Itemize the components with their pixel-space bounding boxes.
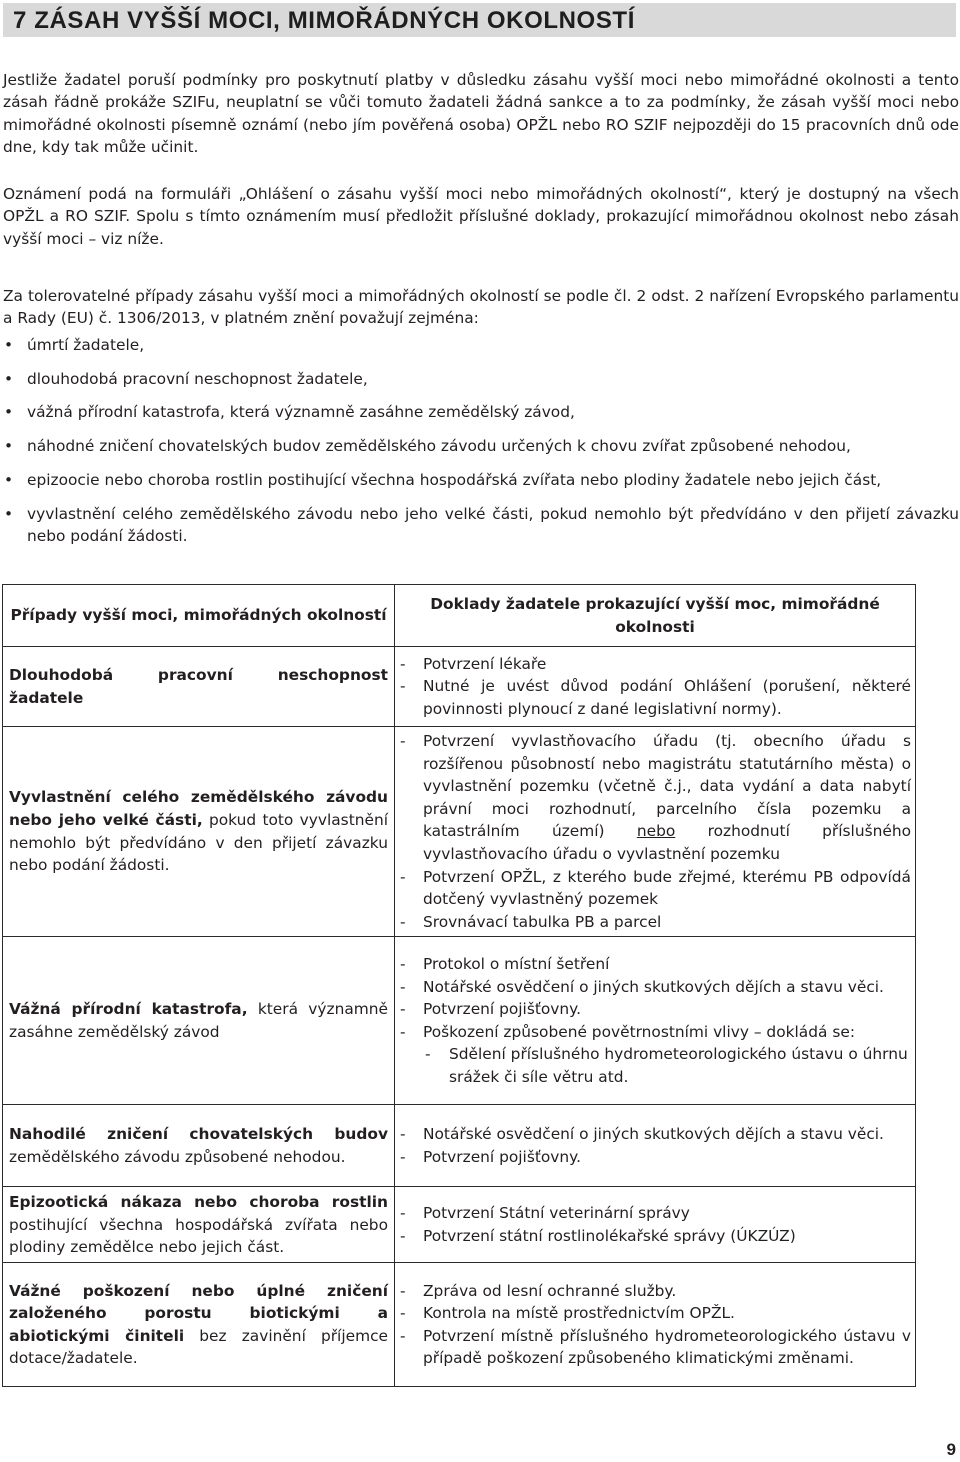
document-item — [395, 953, 911, 976]
dash-marker: - — [400, 677, 406, 696]
list-item-text: dlouhodobá pracovní neschopnost žadatele, — [27, 369, 368, 388]
section-heading-bar — [3, 3, 956, 37]
document-text: Protokol o místní šetření — [423, 955, 610, 974]
force-majeure-table — [2, 584, 916, 1387]
list-item — [3, 368, 959, 390]
documents-cell — [395, 1187, 916, 1263]
case-cell — [3, 937, 395, 1105]
dash-marker: - — [400, 1226, 406, 1245]
list-item-text: vážná přírodní katastrofa, která významně zasáhne zemědělský závod, — [27, 403, 575, 422]
bullet-icon: • — [4, 504, 14, 523]
documents-cell — [395, 727, 916, 937]
bullet-icon: • — [4, 470, 14, 489]
document-item — [395, 866, 911, 911]
section-title: 7 ZÁSAH VYŠŠÍ MOCI, MIMOŘÁDNÝCH OKOLNOSTÍ — [13, 7, 635, 34]
table-row — [3, 937, 916, 1105]
case-cell — [3, 1105, 395, 1187]
document-text: Potvrzení Státní veterinární správy — [423, 1204, 690, 1223]
case-description: bez zavinění příjemce dotace/žadatele. — [9, 1326, 388, 1368]
case-description: zemědělského závodu způsobené nehodou. — [9, 1147, 346, 1166]
document-text: Potvrzení pojišťovny. — [423, 1000, 581, 1019]
list-item — [3, 401, 959, 423]
dash-marker: - — [400, 1281, 406, 1300]
dash-marker: - — [400, 912, 406, 931]
document-item — [395, 730, 911, 866]
case-cell — [3, 1187, 395, 1263]
list-item — [3, 503, 959, 548]
document-text: Kontrola na místě prostřednictvím OPŽL. — [423, 1304, 735, 1323]
list-item — [3, 334, 959, 356]
list-item — [3, 469, 959, 491]
dash-marker: - — [400, 955, 406, 974]
case-title: Epizootická nákaza nebo choroba rostlin — [9, 1192, 388, 1211]
document-text: Potvrzení místně příslušného hydrometeorologického ústavu v případě poškození způsobeného klimatickými změnami. — [423, 1326, 911, 1368]
dash-marker: - — [400, 1022, 406, 1041]
dash-marker: - — [400, 732, 406, 750]
tolerated-cases-list — [3, 334, 959, 559]
dash-marker: - — [400, 1147, 406, 1166]
document-item — [395, 1280, 911, 1303]
dash-marker: - — [425, 1045, 431, 1064]
case-cell — [3, 1263, 395, 1387]
document-text-part: rozhodnutí příslušného vyvlastňovacího úřadu o vyvlastnění pozemku — [423, 822, 911, 863]
document-item — [395, 1302, 911, 1325]
case-description: která významně zasáhne zemědělský závod — [9, 1000, 388, 1041]
list-item-text: epizoocie nebo choroba rostlin postihující všechna hospodářská zvířata nebo plodiny žadatele nebo jejich část, — [27, 470, 882, 489]
table-row — [3, 647, 916, 727]
intro-paragraph: Jestliže žadatel poruší podmínky pro poskytnutí platby v důsledku zásahu vyšší moci nebo mimořádné okolnosti a tento zásah řádně prokáže SZIFu, neuplatní se vůči tomuto žadateli žádná sankce a to za podmínky, že zásah vyšší moci nebo mimořádné okolnosti písemně oznámí (nebo jím pověřená osoba) OPŽL nebo RO SZIF nejpozději do 15 pracovních dnů ode dne, kdy tak může učinit. — [3, 71, 959, 157]
document-item — [395, 1021, 911, 1044]
case-description: pokud toto vyvlastnění nemohlo být předvídáno v den přijetí závazku nebo podání žádosti. — [9, 811, 388, 875]
case-title: Dlouhodobá pracovní neschopnost žadatele — [9, 665, 388, 707]
dash-marker: - — [400, 1204, 406, 1223]
document-text: Notářské osvědčení o jiných skutkových dějích a stavu věci. — [423, 1125, 884, 1144]
column-header-documents: Doklady žadatele prokazující vyšší moc, mimořádné okolnosti — [395, 585, 916, 647]
document-item — [395, 976, 911, 999]
document-text: Potvrzení státní rostlinolékařské správy (ÚKZÚZ) — [423, 1226, 796, 1245]
document-item — [395, 1225, 911, 1248]
document-item — [395, 1202, 911, 1225]
bullet-icon: • — [4, 369, 14, 388]
case-title: Nahodilé zničení chovatelských budov — [9, 1125, 388, 1144]
column-header-cases: Případy vyšší moci, mimořádných okolností — [3, 585, 395, 647]
documents-cell — [395, 937, 916, 1105]
table-header-row — [3, 585, 916, 647]
document-text: Notářské osvědčení o jiných skutkových dějích a stavu věci. — [423, 977, 884, 996]
table-row — [3, 727, 916, 937]
underlined-word: nebo — [636, 822, 676, 841]
document-text: Zpráva od lesní ochranné služby. — [423, 1281, 677, 1300]
document-item — [395, 911, 911, 934]
list-item-text: náhodné zničení chovatelských budov zemědělského závodu určených k chovu zvířat způsobené nehodou, — [27, 437, 851, 456]
case-title: Vážné poškození nebo úplné zničení založeného porostu biotickými a abiotickými činiteli — [9, 1281, 388, 1345]
table-row — [3, 1187, 916, 1263]
documents-cell — [395, 647, 916, 727]
document-subitem — [423, 1043, 911, 1088]
dash-marker: - — [400, 977, 406, 996]
document-text: Potvrzení pojišťovny. — [423, 1147, 581, 1166]
document-item — [395, 998, 911, 1021]
bullet-icon: • — [4, 437, 14, 456]
table-row — [3, 1263, 916, 1387]
case-title: Vyvlastnění celého zemědělského závodu nebo jeho velké části, — [9, 788, 388, 830]
document-item — [395, 653, 911, 676]
case-cell — [3, 727, 395, 937]
notification-paragraph: Oznámení podá na formuláři „Ohlášení o zásahu vyšší moci nebo mimořádných okolností“, který je dostupný na všech OPŽL a RO SZIF. Spolu s tímto oznámením musí předložit příslušné doklady, prokazující mimořádnou okolnost nebo zásah vyšší moci – viz níže. — [3, 185, 959, 248]
document-item — [395, 1146, 911, 1169]
document-text: Srovnávací tabulka PB a parcel — [423, 912, 662, 931]
dash-marker: - — [400, 1000, 406, 1019]
table-row — [3, 1105, 916, 1187]
dash-marker: - — [400, 1326, 406, 1345]
document-text: Potvrzení OPŽL, z kterého bude zřejmé, kterému PB odpovídá dotčený vyvlastněný pozemek — [423, 867, 911, 909]
case-description: postihující všechna hospodářská zvířata nebo plodiny zemědělce nebo jejich část. — [9, 1215, 388, 1257]
dash-marker: - — [400, 654, 406, 673]
list-item-text: vyvlastnění celého zemědělského závodu nebo jeho velké části, pokud nemohlo být předvídáno v den přijetí závazku nebo podání žádosti. — [27, 504, 959, 545]
document-item — [395, 675, 911, 720]
document-text: Nutné je uvést důvod podání Ohlášení (porušení, některé povinnosti plynoucí z dané legislativní normy). — [423, 677, 911, 718]
dash-marker: - — [400, 1125, 406, 1144]
bullet-icon: • — [4, 403, 14, 422]
document-subtext: Sdělení příslušného hydrometeorologického ústavu o úhrnu srážek či síle větru atd. — [449, 1045, 908, 1087]
dash-marker: - — [400, 1304, 406, 1323]
documents-cell — [395, 1263, 916, 1387]
document-text — [423, 730, 911, 866]
document-item — [395, 1325, 911, 1370]
tolerated-cases-paragraph: Za tolerovatelné případy zásahu vyšší moci a mimořádných okolností se podle čl. 2 odst. 2 nařízení Evropského parlamentu a Rady (EU) č. 1306/2013, v platném znění považují zejména: — [3, 287, 959, 328]
list-item — [3, 435, 959, 457]
list-item-text: úmrtí žadatele, — [27, 336, 145, 354]
dash-marker: - — [400, 867, 406, 886]
bullet-icon: • — [4, 336, 14, 354]
document-text-part: Potvrzení vyvlastňovacího úřadu (tj. obecního úřadu s rozšířenou působností nebo magistrátu statutárního města) o vyvlastnění pozemku (včetně č.j., data vydání a data nabytí právní moci rozhodnutí, parcelního čísla pozemku a katastrálním území) — [423, 732, 911, 841]
page-number: 9 — [946, 1440, 956, 1459]
document-text: Poškození způsobené povětrnostními vlivy – dokládá se: — [423, 1022, 856, 1041]
document-text: Potvrzení lékaře — [423, 654, 547, 673]
documents-cell — [395, 1105, 916, 1187]
document-item — [395, 1123, 911, 1146]
case-cell — [3, 647, 395, 727]
case-title: Vážná přírodní katastrofa, — [9, 1000, 248, 1019]
